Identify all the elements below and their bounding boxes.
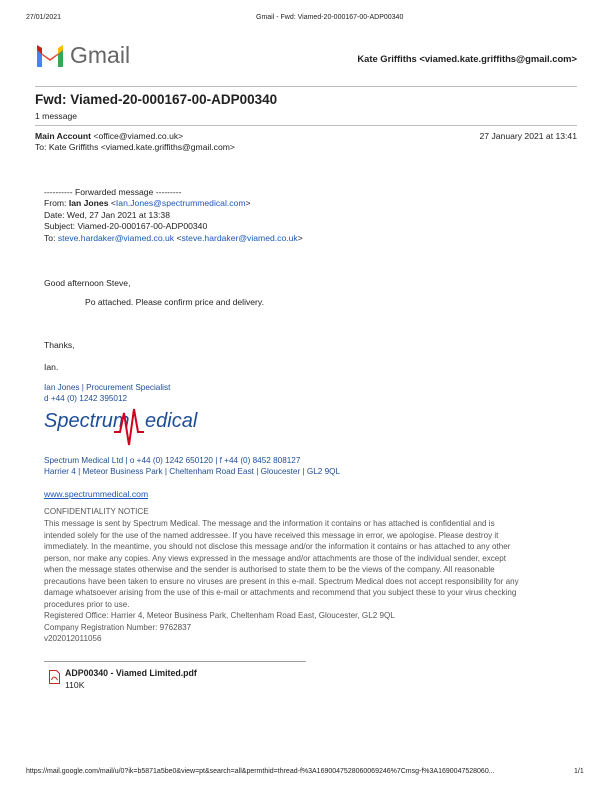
forwarded-from — [44, 198, 251, 208]
message-count: 1 message — [35, 111, 78, 121]
message-to: To: Kate Griffiths <viamed.kate.griffiths@gmail.com> — [35, 142, 235, 152]
sign-off-name: Ian. — [44, 362, 59, 372]
signature-company-line: Spectrum Medical Ltd | o +44 (0) 1242 650120 | f +44 (0) 8452 808127 — [44, 456, 301, 465]
bracket: > — [245, 198, 251, 208]
notice-line: immediately. In the meantime, you should not disclose this message and/or the information it contains or has attached to any other — [44, 542, 511, 551]
thread-subject: Fwd: Viamed-20-000167-00-ADP00340 — [35, 92, 278, 107]
notice-line: This message is sent by Spectrum Medical. The message and the information it contains or has attached is confidential and is — [44, 519, 495, 528]
notice-line: person, nor make any copies. Any views expressed in the message and/or attachments are those of the individual sender, except — [44, 553, 507, 563]
signature-address-line: Harrier 4 | Meteor Business Park | Cheltenham Road East | Gloucester | GL2 9QL — [44, 467, 341, 476]
signature-direct-phone: d +44 (0) 1242 395012 — [44, 394, 128, 403]
bracket: > — [297, 233, 303, 243]
logo-text-part1: Spectrum — [44, 410, 130, 432]
forwarded-sender-name: Ian Jones — [68, 198, 109, 208]
print-date: 27/01/2021 — [26, 14, 62, 21]
attachment-name[interactable]: ADP00340 - Viamed Limited.pdf — [65, 668, 197, 678]
bracket: < — [110, 198, 116, 208]
attachment-divider — [44, 661, 306, 662]
notice-line: precautions have been taken to ensure no viruses are present in this e-mail. Spectrum Medical does not accept responsibility for any — [44, 576, 519, 586]
to-email-link-2[interactable]: steve.hardaker@viamed.co.uk — [181, 233, 298, 243]
sender-name: Main Account — [35, 131, 92, 141]
notice-line: procedures prior to use. — [44, 599, 130, 609]
print-url: https://mail.google.com/mail/u/0?ik=b5871a5be0&view=pt&search=all&permthid=thread-f%3A1690047528060069246%7Cmsg-f%3A1690047528060... — [26, 768, 495, 775]
message-from — [35, 131, 183, 141]
body-line: Po attached. Please confirm price and delivery. — [85, 297, 264, 307]
greeting: Good afternoon Steve, — [44, 278, 131, 288]
website-link[interactable]: www.spectrummedical.com — [44, 489, 149, 499]
to-email-link[interactable]: steve.hardaker@viamed.co.uk — [57, 233, 175, 243]
signature-name-title: Ian Jones | Procurement Specialist — [44, 383, 171, 392]
message-date: 27 January 2021 at 13:41 — [479, 131, 577, 141]
forwarded-marker: ---------- Forwarded message --------- — [44, 187, 182, 197]
notice-line: v202012011056 — [44, 634, 102, 643]
notice-body — [44, 518, 569, 645]
attachment-size: 110K — [65, 680, 85, 690]
pdf-file-icon — [49, 670, 60, 684]
sender-email: <office@viamed.co.uk> — [93, 131, 184, 141]
thanks: Thanks, — [44, 340, 75, 350]
print-title: Gmail - Fwd: Viamed-20-000167-00-ADP00340 — [256, 14, 404, 21]
forwarded-sender-email-link[interactable]: Ian.Jones@spectrummedical.com — [115, 198, 246, 208]
notice-line: intended solely for the use of the named addressee. If you have received this message in error, we apologise. Please destroy it — [44, 530, 499, 540]
logo-text-part2: edical — [145, 410, 198, 432]
account-label: Kate Griffiths <viamed.kate.griffiths@gmail.com> — [357, 53, 577, 64]
forwarded-date: Date: Wed, 27 Jan 2021 at 13:38 — [44, 210, 170, 220]
gmail-logo-text: Gmail — [70, 42, 131, 68]
notice-line: Company Registration Number: 9762837 — [44, 622, 192, 632]
bracket: < — [176, 233, 182, 243]
to-label: To: — [44, 233, 56, 243]
heartbeat-m-icon — [114, 405, 144, 451]
notice-line: when the message states otherwise and the sender is authorised to state them to be the views of the company. All reasonable — [44, 565, 495, 574]
divider — [35, 125, 577, 126]
gmail-logo-icon — [35, 45, 65, 67]
notice-line: damage whatsoever arising from the use of this e-mail or attachments and recommend that you subject these to your virus checking — [44, 588, 517, 597]
spectrum-medical-logo — [44, 403, 204, 455]
notice-heading: CONFIDENTIALITY NOTICE — [44, 507, 149, 516]
forwarded-to — [44, 233, 303, 243]
notice-line: Registered Office: Harrier 4, Meteor Business Park, Cheltenham Road East, Gloucester, GL2 9QL — [44, 611, 395, 620]
print-page-number: 1/1 — [574, 768, 584, 775]
from-label: From: — [44, 198, 67, 208]
divider — [35, 86, 577, 87]
forwarded-subject: Subject: Viamed-20-000167-00-ADP00340 — [44, 221, 208, 231]
